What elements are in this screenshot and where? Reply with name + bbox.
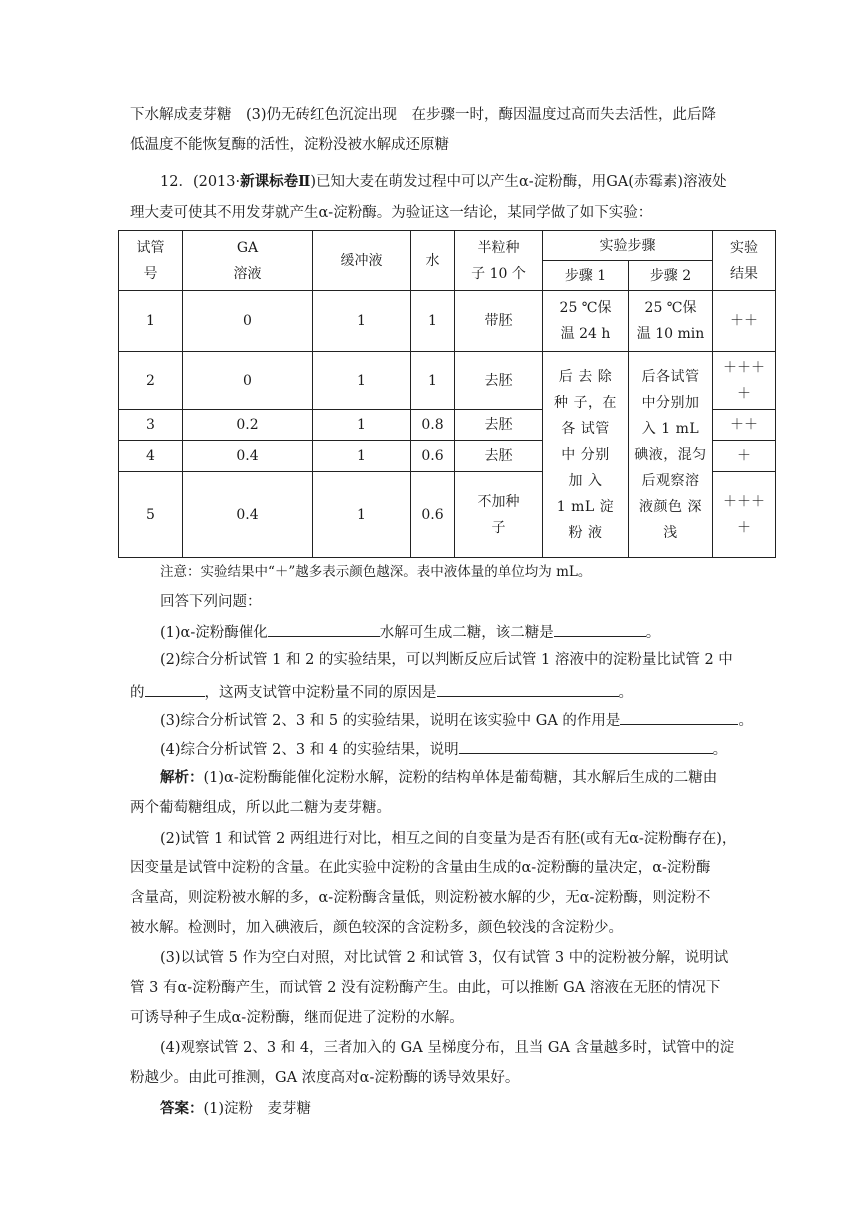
cell-buffer: 1 xyxy=(313,472,411,558)
header-result: 实验 结果 xyxy=(713,231,776,291)
cell-seed: 去胚 xyxy=(455,352,543,410)
cell-step2: 25 ℃保 温 10 min xyxy=(629,291,713,352)
analysis-text: 因变量是试管中淀粉的含量。在此实验中淀粉的含量由生成的α-淀粉酶的量决定，α-淀粉酶 xyxy=(130,860,711,876)
question-number: 12．(2013· xyxy=(160,174,241,190)
header-steps: 实验步骤 xyxy=(543,231,713,261)
cell-tube: 3 xyxy=(119,410,183,441)
analysis-text: 两个葡萄糖组成，所以此二糖为麦芽糖。 xyxy=(130,800,391,816)
cell-seed: 带胚 xyxy=(455,291,543,352)
cell-result: ＋＋＋ ＋ xyxy=(713,472,776,558)
text-line: 下水解成麦芽糖 (3)仍无砖红色沉淀出现 在步骤一时，酶因温度过高而失去活性，此后降 xyxy=(130,107,717,123)
header-buffer: 缓冲液 xyxy=(313,231,411,291)
cell-buffer: 1 xyxy=(313,291,411,352)
cell-step2-merged: 后各试管 中分别加 入 1 mL 碘液，混匀 后观察溶 液颜色 深 浅 xyxy=(629,352,713,558)
table-note: 注意：实验结果中“＋”越多表示颜色越深。表中液体量的单位均为 mL。 xyxy=(160,564,592,580)
cell-water: 0.6 xyxy=(411,441,455,472)
table-row xyxy=(119,352,776,410)
cell-water: 1 xyxy=(411,352,455,410)
cell-ga: 0.4 xyxy=(183,441,313,472)
cell-ga: 0 xyxy=(183,352,313,410)
analysis-3: (3)以试管 5 作为空白对照，对比试管 2 和试管 3，仅有试管 3 中的淀粉被分解，说明试 xyxy=(160,950,729,966)
cell-ga: 0 xyxy=(183,291,313,352)
text-line: 低温度不能恢复酶的活性，淀粉没被水解成还原糖 xyxy=(130,137,449,153)
question-3: (3)综合分析试管 2、3 和 5 的实验结果，说明在该实验中 GA 的作用是 。 xyxy=(160,709,770,731)
question-2-cont: 的 ，这两支试管中淀粉量不同的原因是 。 xyxy=(130,681,740,703)
cell-tube: 2 xyxy=(119,352,183,410)
analysis-text: 管 3 有α-淀粉酶产生，而试管 2 没有淀粉酶产生。由此，可以推断 GA 溶液在无胚的情况下 xyxy=(130,980,721,996)
answer-blank xyxy=(145,681,205,697)
header-water: 水 xyxy=(411,231,455,291)
answer-label: 答案： xyxy=(160,1100,204,1117)
analysis-text: 被水解。检测时，加入碘液后，颜色较深的含淀粉多，颜色较浅的含淀粉少。 xyxy=(130,920,623,936)
question-2: (2)综合分析试管 1 和 2 的实验结果，可以判断反应后试管 1 溶液中的淀粉量比试管 2 中 xyxy=(160,652,733,668)
cell-result: ＋＋＋ ＋ xyxy=(713,352,776,410)
cell-step1: 25 ℃保 温 24 h xyxy=(543,291,629,352)
answer-blank xyxy=(620,709,738,725)
question-1: (1)α-淀粉酶催化 水解可生成二糖，该二糖是 。 xyxy=(160,621,770,643)
analysis-text: 含量高，则淀粉被水解的多，α-淀粉酶含量低，则淀粉被水解的少，无α-淀粉酶，则淀粉不 xyxy=(130,890,711,906)
cell-result: ＋ xyxy=(713,441,776,472)
text-line: 理大麦可使其不用发芽就产生α-淀粉酶。为验证这一结论，某同学做了如下实验： xyxy=(130,205,653,221)
cell-water: 0.6 xyxy=(411,472,455,558)
cell-seed: 去胚 xyxy=(455,410,543,441)
header-tube: 试管 号 xyxy=(119,231,183,291)
cell-seed: 不加种 子 xyxy=(455,472,543,558)
cell-result: ＋＋ xyxy=(713,291,776,352)
header-seeds: 半粒种 子 10 个 xyxy=(455,231,543,291)
analysis-4: (4)观察试管 2、3 和 4，三者加入的 GA 呈梯度分布，且当 GA 含量越多时，试管中的淀 xyxy=(160,1040,735,1056)
header-step1: 步骤 1 xyxy=(543,261,629,291)
cell-result: ＋＋ xyxy=(713,410,776,441)
question-text: )已知大麦在萌发过程中可以产生α-淀粉酶，用GA(赤霉素)溶液处 xyxy=(310,174,727,190)
header-ga: GA 溶液 xyxy=(183,231,313,291)
cell-tube: 5 xyxy=(119,472,183,558)
answer-text: (1)淀粉 麦芽糖 xyxy=(203,1101,312,1117)
cell-buffer: 1 xyxy=(313,352,411,410)
analysis-2: (2)试管 1 和试管 2 两组进行对比，相互之间的自变量为是否有胚(或有无α-淀粉酶存在)， xyxy=(160,831,737,847)
cell-buffer: 1 xyxy=(313,441,411,472)
cell-tube: 4 xyxy=(119,441,183,472)
analysis-label: 解析： xyxy=(160,769,204,786)
answer-line xyxy=(160,1099,770,1119)
answer-blank xyxy=(437,681,619,697)
cell-seed: 去胚 xyxy=(455,441,543,472)
table-row xyxy=(119,291,776,352)
source-tag: 新课标卷Ⅱ xyxy=(240,173,311,190)
cell-step1-merged: 后 去 除 种 子，在 各 试管 中 分别 加 入 1 mL 淀 粉 液 xyxy=(543,352,629,558)
cell-tube: 1 xyxy=(119,291,183,352)
experiment-table xyxy=(118,230,776,558)
cell-ga: 0.2 xyxy=(183,410,313,441)
answer-blank xyxy=(268,621,380,637)
analysis-text: 可诱导种子生成α-淀粉酶，继而促进了淀粉的水解。 xyxy=(130,1010,464,1026)
cell-buffer: 1 xyxy=(313,410,411,441)
questions-intro: 回答下列问题： xyxy=(160,594,262,610)
analysis-1: 解析：(1)α-淀粉酶能催化淀粉水解，淀粉的结构单体是葡萄糖，其水解后生成的二糖由 xyxy=(160,769,718,786)
cell-water: 1 xyxy=(411,291,455,352)
question-12-stem xyxy=(160,172,770,192)
answer-blank xyxy=(459,738,713,754)
cell-ga: 0.4 xyxy=(183,472,313,558)
cell-water: 0.8 xyxy=(411,410,455,441)
header-step2: 步骤 2 xyxy=(629,261,713,291)
analysis-text: 粉越少。由此可推测，GA 浓度高对α-淀粉酶的诱导效果好。 xyxy=(130,1070,520,1086)
question-4: (4)综合分析试管 2、3 和 4 的实验结果，说明 。 xyxy=(160,738,770,760)
answer-blank xyxy=(554,621,646,637)
